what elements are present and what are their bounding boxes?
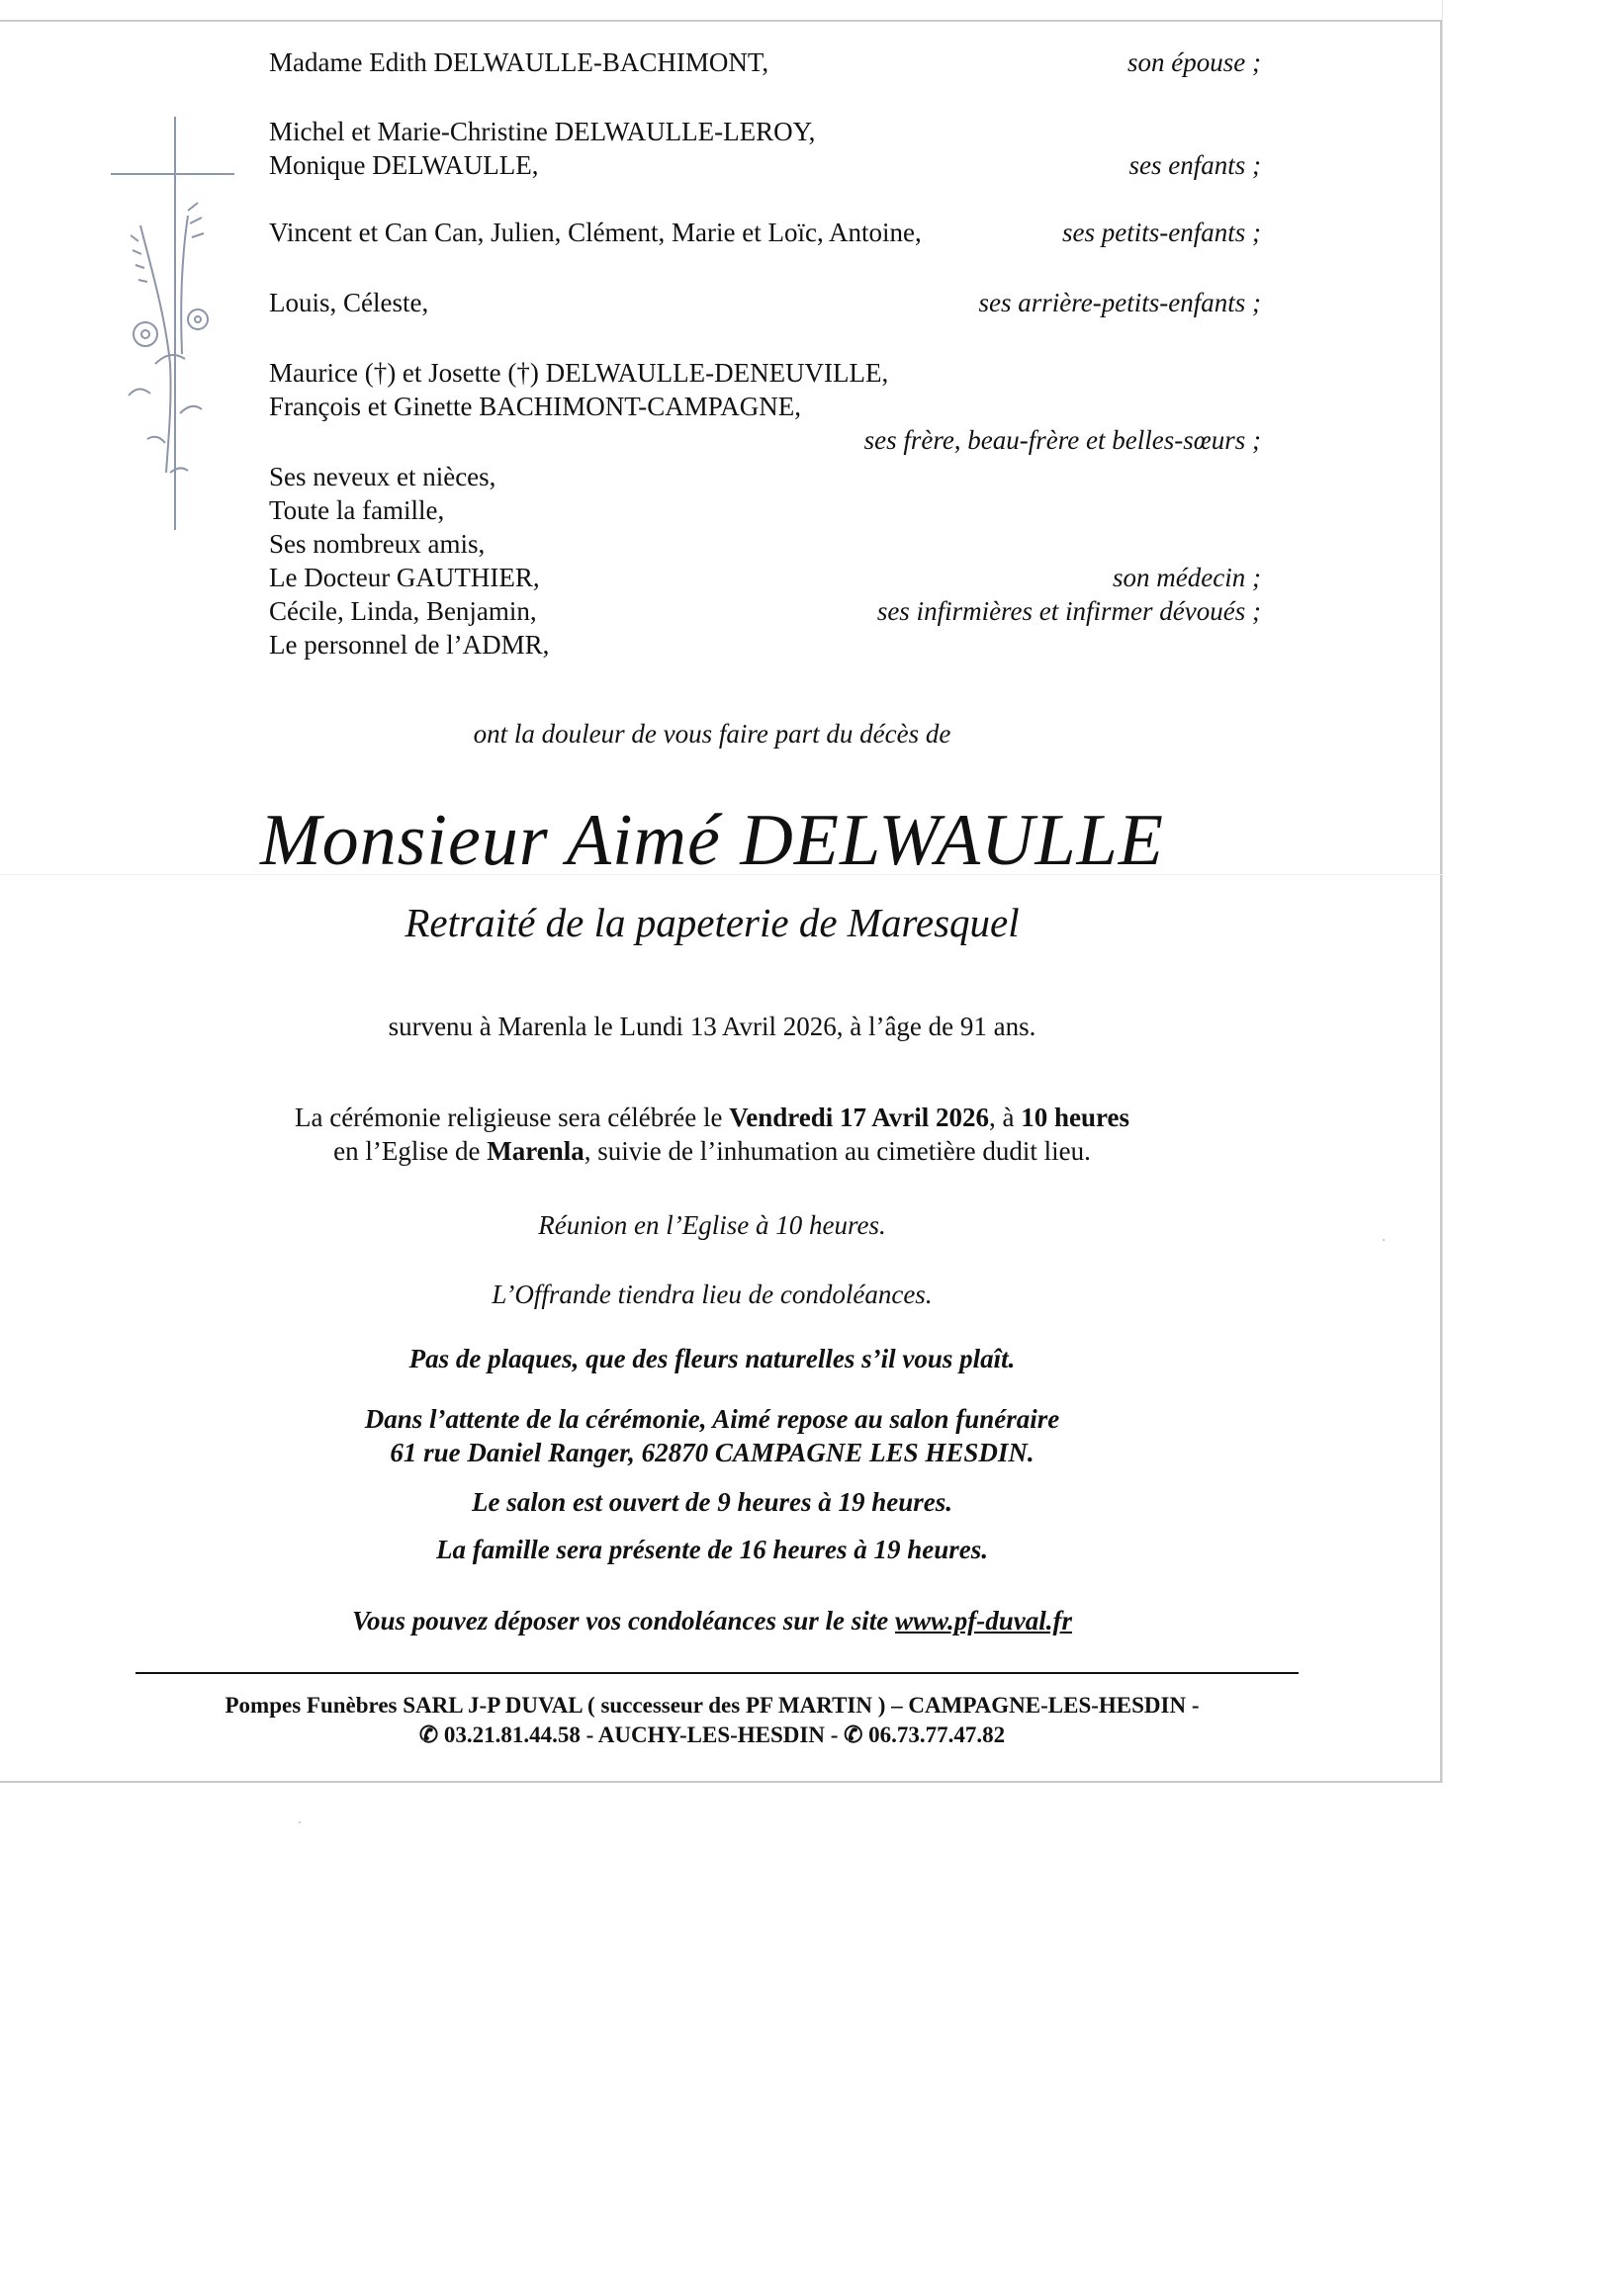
scan-speck (1383, 1239, 1385, 1241)
family-relation: ses frère, beau-frère et belles-sœurs ; (863, 425, 1261, 455)
family-name-whole-family: Toute la famille, (269, 495, 445, 525)
family-name: Vincent et Can Can, Julien, Clément, Marie et Loïc, Antoine, (269, 218, 922, 247)
family-name-admr: Le personnel de l’ADMR, (269, 630, 550, 660)
footer-divider (135, 1672, 1299, 1674)
footer-line-2: ✆ 03.21.81.44.58 - AUCHY-LES-HESDIN - ✆ 06.73.77.47.82 (418, 1722, 1006, 1747)
rest-info-line-2: 61 rue Daniel Ranger, 62870 CAMPAGNE LES HESDIN. (390, 1438, 1034, 1467)
family-name: Louis, Céleste, (269, 288, 429, 317)
condolences-info (148, 1604, 1276, 1637)
family-name-siblings-1: Maurice (†) et Josette (†) DELWAULLE-DENEUVILLE, (269, 358, 889, 388)
scan-speck (299, 1821, 301, 1823)
ceremony-time: 10 heures (1021, 1103, 1129, 1132)
family-relation: ses infirmières et infirmer dévoués ; (876, 596, 1261, 626)
scan-edge (1442, 0, 1443, 1783)
family-hours: La famille sera présente de 16 heures à 19 heures. (436, 1535, 988, 1564)
death-notice: survenu à Marenla le Lundi 13 Avril 2026, à l’âge de 91 ans. (388, 1012, 1036, 1041)
family-relation: ses enfants ; (1128, 150, 1261, 180)
cross-with-flowers-icon (111, 117, 239, 530)
ceremony-line-1 (148, 1101, 1276, 1134)
family-name: Madame Edith DELWAULLE-BACHIMONT, (269, 47, 769, 77)
family-name: Cécile, Linda, Benjamin, (269, 596, 537, 626)
salon-hours: Le salon est ouvert de 9 heures à 19 heures. (472, 1487, 952, 1517)
family-relation: ses petits-enfants ; (1062, 218, 1261, 247)
family-name-friends: Ses nombreux amis, (269, 529, 486, 559)
family-name: Le Docteur GAUTHIER, (269, 563, 540, 592)
condolences-text: Vous pouvez déposer vos condoléances sur le site (351, 1606, 895, 1635)
ceremony-sep: , à (989, 1103, 1022, 1132)
offering-info: L’Offrande tiendra lieu de condoléances. (492, 1280, 933, 1309)
ceremony-date: Vendredi 17 Avril 2026 (729, 1103, 989, 1132)
website-link[interactable]: www.pf-duval.fr (894, 1606, 1072, 1635)
family-name-siblings-2: François et Ginette BACHIMONT-CAMPAGNE, (269, 392, 801, 421)
flowers-info: Pas de plaques, que des fleurs naturelles s’il vous plaît. (408, 1344, 1016, 1373)
deceased-name: Monsieur Aimé DELWAULLE (259, 800, 1165, 881)
family-relation: son médecin ; (1113, 563, 1261, 592)
announcement-intro: ont la douleur de vous faire part du décès de (473, 719, 951, 749)
family-name-children-1: Michel et Marie-Christine DELWAULLE-LEROY, (269, 117, 816, 146)
ceremony-place: Marenla (487, 1136, 585, 1166)
family-relation: son épouse ; (1127, 47, 1261, 77)
footer-line-1: Pompes Funèbres SARL J-P DUVAL ( successeur des PF MARTIN ) – CAMPAGNE-LES-HESDIN - (225, 1693, 1200, 1718)
ceremony-line-2 (148, 1134, 1276, 1168)
family-relation: ses arrière-petits-enfants ; (978, 288, 1261, 317)
family-name-nephews: Ses neveux et nièces, (269, 462, 496, 491)
meeting-info: Réunion en l’Eglise à 10 heures. (538, 1210, 886, 1240)
deceased-subtitle: Retraité de la papeterie de Maresquel (405, 900, 1020, 945)
ceremony-place-post: , suivie de l’inhumation au cimetière dudit lieu. (584, 1136, 1091, 1166)
family-name: Monique DELWAULLE, (269, 150, 539, 180)
rest-info-line-1: Dans l’attente de la cérémonie, Aimé repose au salon funéraire (364, 1404, 1060, 1434)
ceremony-text: La cérémonie religieuse sera célébrée le (294, 1103, 730, 1132)
ceremony-place-pre: en l’Eglise de (333, 1136, 488, 1166)
